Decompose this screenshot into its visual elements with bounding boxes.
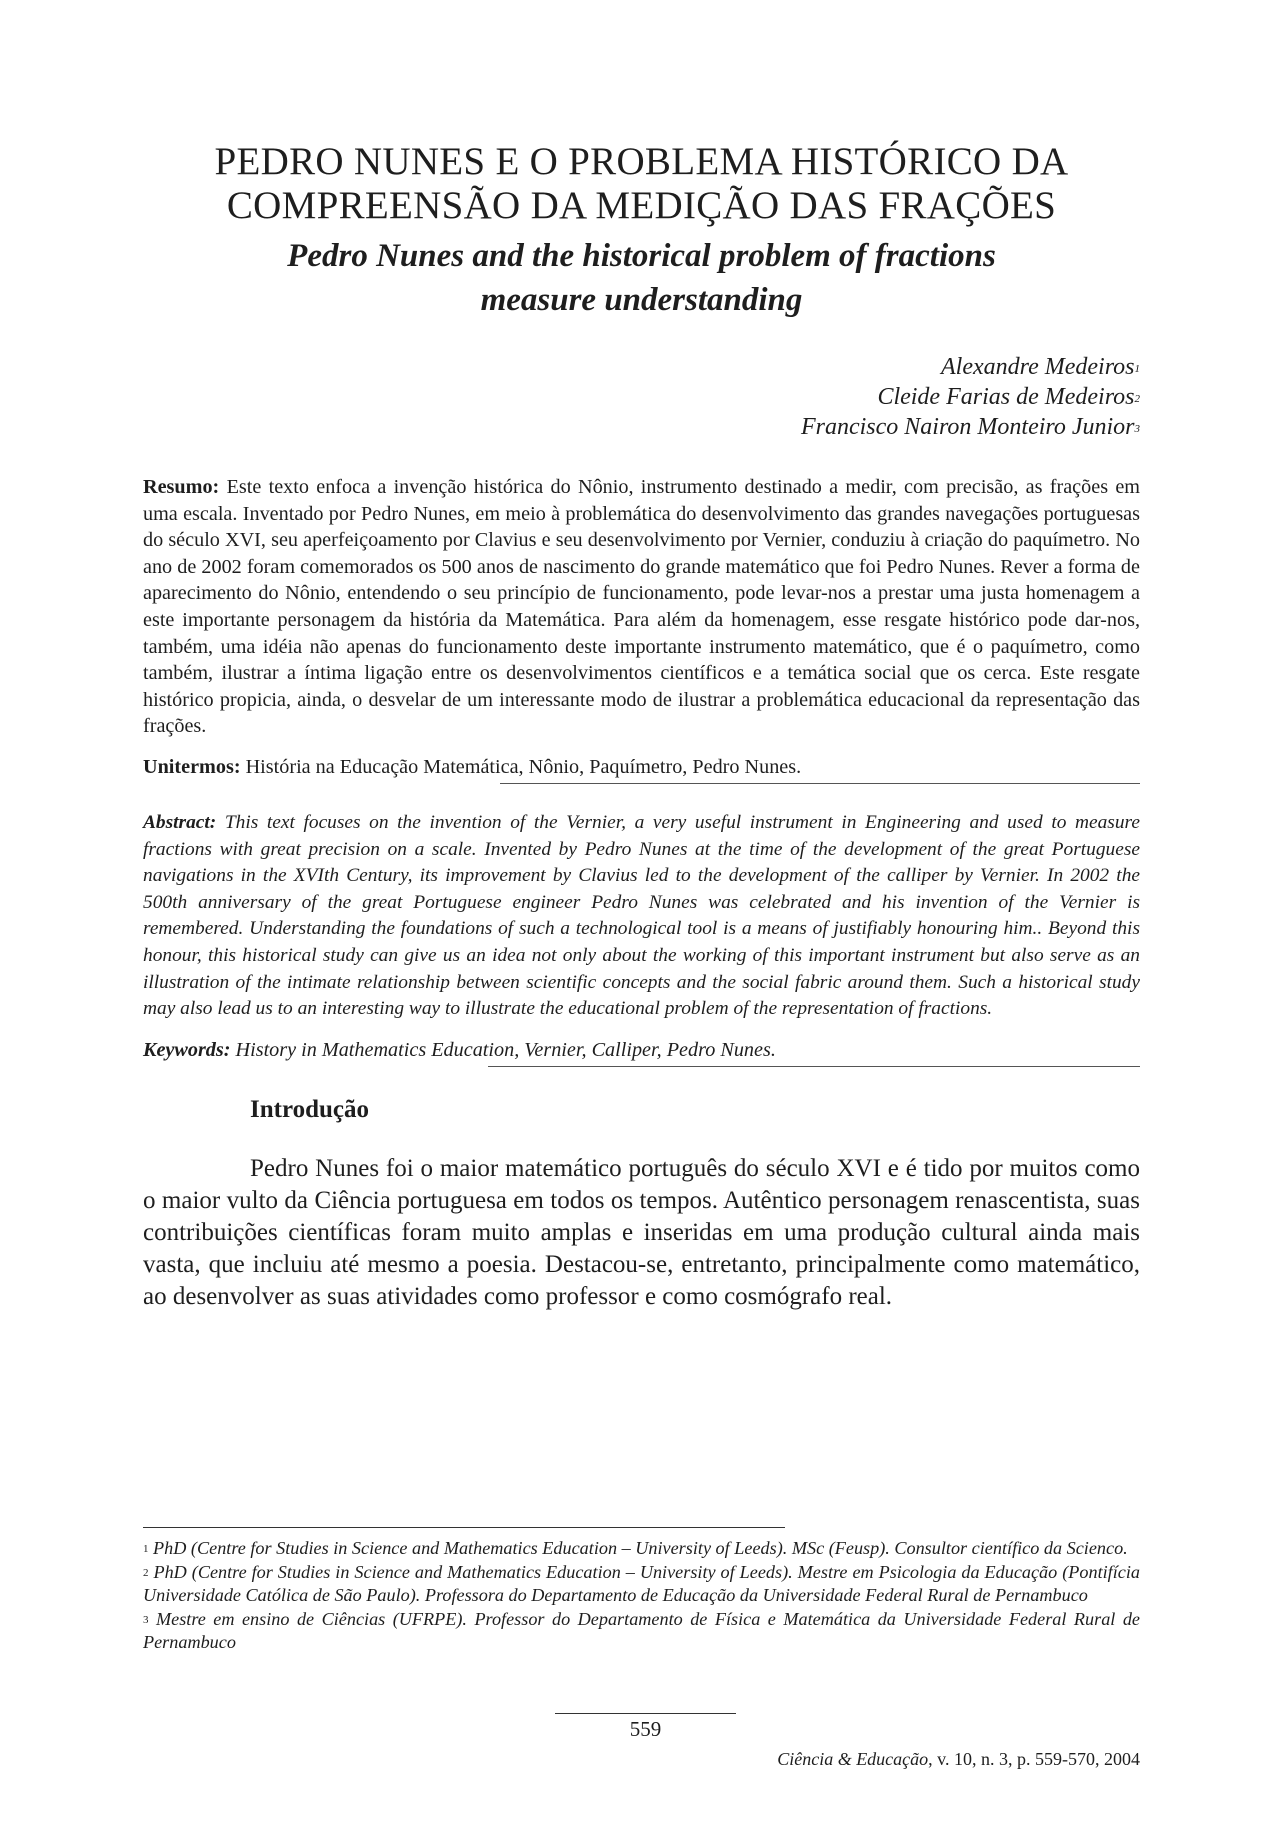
footnote (143, 1608, 1140, 1655)
intro-heading: Introdução (250, 1095, 370, 1123)
footnote-text: Mestre em ensino de Ciências (UFRPE). Professor do Departamento de Física e Matemática da Universidade Federal Rural de Pernambuco (143, 1608, 1140, 1653)
footnote-mark: 3 (143, 1613, 149, 1626)
footnote-mark: 2 (143, 1566, 149, 1579)
subtitle-line-1: Pedro Nunes and the historical problem of fractions (287, 238, 996, 274)
author (143, 382, 1140, 412)
page-number: 559 (629, 1717, 662, 1741)
subtitle-line-2: measure understanding (480, 282, 803, 318)
title-line-2: COMPREENSÃO DA MEDIÇÃO DAS FRAÇÕES (226, 184, 1057, 227)
keywords-label: Keywords: (143, 1038, 231, 1061)
footnotes (143, 1537, 1140, 1655)
footnote (143, 1561, 1140, 1608)
unitermos-text: História na Educação Matemática, Nônio, Paquímetro, Pedro Nunes. (245, 755, 802, 778)
author-list (143, 352, 1140, 442)
resumo-label: Resumo: (143, 476, 220, 498)
unitermos-label: Unitermos: (143, 755, 241, 778)
section-divider (488, 1066, 1140, 1067)
keywords-text: History in Mathematics Education, Vernier, Calliper, Pedro Nunes. (235, 1038, 776, 1061)
footnote-mark: 1 (1134, 363, 1140, 375)
page-number-rule (555, 1713, 736, 1714)
journal-details: , v. 10, n. 3, p. 559-570, 2004 (928, 1749, 1140, 1769)
author-name: Francisco Nairon Monteiro Junior (800, 414, 1135, 440)
unitermos-section (143, 754, 1140, 784)
paper-title (143, 140, 1140, 228)
footnote-mark: 3 (1134, 423, 1140, 435)
footnote-text: PhD (Centre for Studies in Science and Mathematics Education – University of Leeds). Mestre em Psicologia da Educação (Pontifícia Universidade Católica de São Paulo). Professora do Departamento de Educação da Universidade Federal Rural de Pernambuco (143, 1561, 1140, 1606)
author-name: Alexandre Medeiros (941, 354, 1135, 380)
footnote-text: PhD (Centre for Studies in Science and Mathematics Education – University of Leeds). MSc (Feusp). Consultor científico da Scienco. (153, 1538, 1128, 1558)
author (143, 352, 1140, 382)
author-name: Cleide Farias de Medeiros (877, 384, 1135, 410)
abstract-section (143, 810, 1140, 1023)
journal-name: Ciência & Educação (777, 1749, 929, 1769)
author (143, 412, 1140, 442)
footnote-mark: 1 (143, 1543, 149, 1555)
resumo-section (143, 474, 1140, 740)
journal-citation (777, 1748, 1140, 1770)
title-line-1: PEDRO NUNES E O PROBLEMA HISTÓRICO DA (214, 140, 1069, 183)
section-divider (500, 783, 1140, 784)
resumo-text: Este texto enfoca a invenção histórica do Nônio, instrumento destinado a medir, com precisão, as frações em uma escala. Inventado por Pedro Nunes, em meio à problemática do desenvolvimento das grandes navegações portuguesas do século XVI, seu aperfeiçoamento por Clavius e seu desenvolvimento por Vernier, conduziu à criação do paquímetro. No ano de 2002 foram comemorados os 500 anos de nascimento do grande matemático que foi Pedro Nunes. Rever a forma de aparecimento do Nônio, entendendo o seu princípio de funcionamento, pode levar-nos a prestar uma justa homenagem a este importante personagem da história da Matemática. Para além da homenagem, esse resgate histórico pode dar-nos, também, uma idéia não apenas do funcionamento deste importante instrumento matemático, que é o paquímetro, como também, ilustrar a íntima ligação entre os desenvolvimentos científicos e a temática social que os cerca. Este resgate histórico propicia, ainda, o desvelar de um interessante modo de ilustrar a problemática educacional da representação das frações. (143, 476, 1140, 738)
intro-paragraph: Pedro Nunes foi o maior matemático português do século XVI e é tido por muitos como o maior vulto da Ciência portuguesa em todos os tempos. Autêntico personagem renascentista, suas contribuições científicas foram muito amplas e inseridas em uma produção cultural ainda mais vasta, que incluiu até mesmo a poesia. Destacou-se, entretanto, principalmente como matemático, ao desenvolver as suas atividades como professor e como cosmógrafo real. (143, 1154, 1140, 1310)
main-content (143, 140, 1140, 1313)
footnote-rule (143, 1527, 785, 1528)
paper-subtitle (143, 234, 1140, 322)
abstract-label: Abstract: (143, 811, 217, 833)
footnote-mark: 2 (1134, 393, 1140, 405)
footnote (143, 1537, 1140, 1561)
abstract-text: This text focuses on the invention of the Vernier, a very useful instrument in Engineering and used to measure fractions with great precision on a scale. Invented by Pedro Nunes at the time of the development of the great Portuguese navigations in the XVIth Century, its improvement by Clavius led to the development of the calliper by Vernier. In 2002 the 500th anniversary of the great Portuguese engineer Pedro Nunes was celebrated and his invention of the Vernier is remembered. Understanding the foundations of such a technological tool is a means of justifiably honouring him.. Beyond this honour, this historical study can give us an idea not only about the working of this important instrument but also serve as an illustration of the intimate relationship between scientific concepts and the social fabric around them. Such a historical study may also lead us to an interesting way to illustrate the educational problem of the representation of fractions. (143, 811, 1140, 1020)
keywords-section (143, 1037, 1140, 1067)
